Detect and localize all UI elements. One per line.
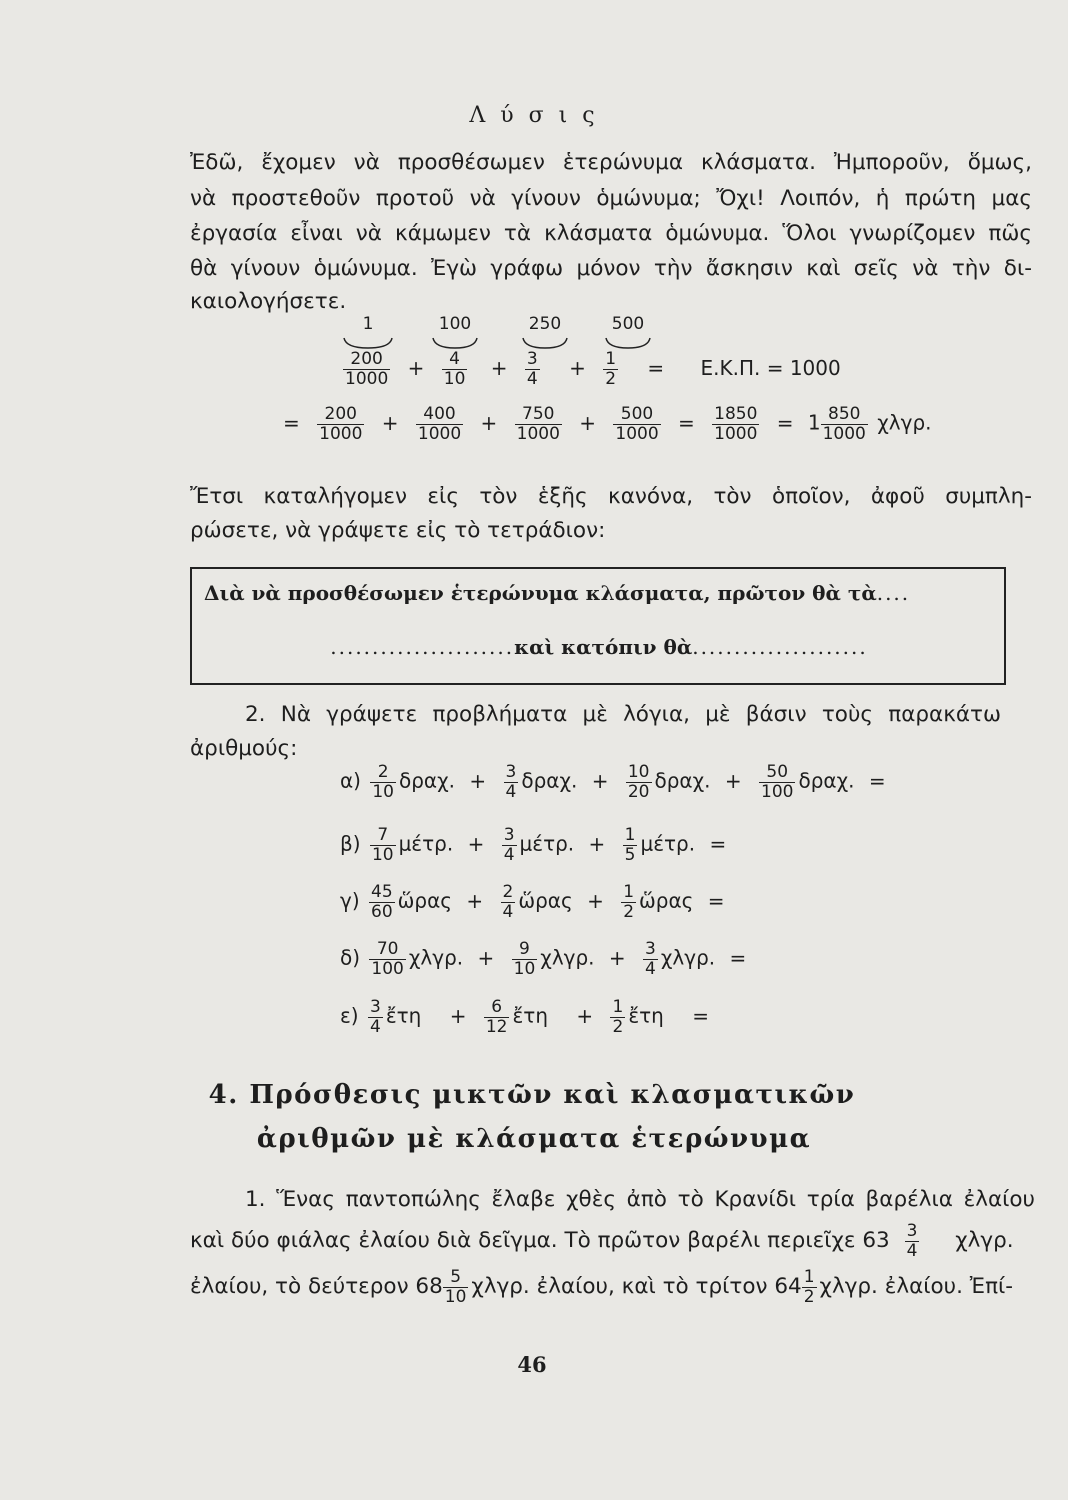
rule-dots-2a: ...................... [330, 635, 515, 659]
plus-sign: + [449, 1003, 467, 1028]
unit: ἔτη [628, 1003, 664, 1028]
mixed-fraction: $\frac{850}{1000}$ [822, 404, 866, 444]
ex1-line-3 [190, 1268, 1013, 1306]
plus-sign: + [587, 888, 604, 913]
fraction: $\frac{3}{4}$ [906, 1221, 918, 1261]
top-number-3: 250 [528, 314, 562, 334]
plus-sign: + [467, 831, 485, 856]
plus-sign: + [608, 945, 626, 970]
brace-2 [433, 338, 477, 348]
after-line-1: Ἔτσι καταλήγομεν εἰς τὸν ἑξῆς κανόνα, τὸν ὁποῖον, ἀφοῦ συμπλη- [190, 484, 1032, 509]
fraction: $\frac{500}{1000}$ [615, 404, 659, 444]
plus-sign: + [381, 410, 399, 435]
ex1-line-2-text: καὶ δύο φιάλας ἐλαίου διὰ δεῖγμα. Τὸ πρῶτον βαρέλι περιεῖχε 63 [190, 1228, 890, 1254]
page-number: 46 [517, 1352, 547, 1377]
equals-sign: = [729, 945, 747, 970]
unit: χλγρ. [408, 945, 464, 970]
fraction: $\frac{3}{4}$ [503, 825, 515, 865]
plus-sign: + [477, 945, 495, 970]
brace-3 [523, 338, 567, 348]
fraction: $\frac{1}{2}$ [605, 349, 617, 389]
intro-line-3: ἐργασία εἶναι νὰ κάμωμεν τὰ κλάσματα ὁμώνυμα. Ὅλοι γνωρίζομεν πῶς [190, 221, 1032, 246]
sum-fraction: $\frac{1850}{1000}$ [714, 404, 758, 444]
problem-a [340, 763, 894, 801]
rule-text-2: καὶ κατόπιν θὰ [514, 635, 693, 659]
problem-c [340, 883, 733, 921]
rule-dots-1: .... [876, 581, 911, 605]
fraction: $\frac{3}{4}$ [505, 762, 517, 802]
brace-1 [344, 338, 392, 348]
ex1-line-3-part-b: χλγρ. ἐλαίου, καὶ τὸ τρίτον 64 [471, 1274, 802, 1300]
ex1-line-3-part-a: ἐλαίου, τὸ δεύτερον 68 [190, 1274, 443, 1300]
fraction: $\frac{5}{10}$ [444, 1267, 467, 1307]
equals-sign: = [692, 1003, 709, 1028]
fraction: $\frac{3}{4}$ [526, 349, 538, 389]
equals-sign: = [707, 888, 725, 913]
equation-1 [340, 350, 841, 388]
unit: ἔτη [512, 1003, 548, 1028]
fraction: $\frac{1}{2}$ [803, 1267, 815, 1307]
fraction: $\frac{3}{4}$ [369, 997, 381, 1037]
exercise2-line-2: ἀριθμούς: [190, 736, 298, 761]
fraction: $\frac{70}{100}$ [371, 939, 404, 979]
brace-4 [606, 338, 650, 348]
problem-b [340, 826, 734, 864]
unit: ὥρας [639, 888, 694, 913]
plus-sign: + [576, 1003, 594, 1028]
problem-label: β) [340, 831, 361, 856]
plus-sign: + [480, 410, 498, 435]
fraction: $\frac{200}{1000}$ [345, 349, 389, 389]
rule-line-1 [204, 581, 994, 605]
top-number-4: 500 [611, 314, 645, 334]
unit: δραχ. [654, 768, 711, 793]
rule-line-2 [204, 635, 994, 659]
unit: δραχ. [399, 768, 456, 793]
unit: μέτρ. [640, 831, 696, 856]
equals-sign: = [283, 410, 300, 435]
unit: χλγρ. [540, 945, 595, 970]
plus-sign: + [724, 768, 742, 793]
plus-sign: + [588, 831, 606, 856]
ex1-line-1: 1. Ἕνας παντοπώλης ἔλαβε χθὲς ἀπὸ τὸ Κρανίδι τρία βαρέλια ἐλαίου [245, 1187, 1035, 1212]
section-title-line-1: 4. Πρόσθεσις μικτῶν καὶ κλασματικῶν [208, 1080, 856, 1110]
equals-sign: = [709, 831, 727, 856]
after-line-2: ρώσετε, νὰ γράψετε εἰς τὸ τετράδιον: [190, 518, 606, 543]
problem-label: δ) [340, 945, 361, 970]
fraction: $\frac{750}{1000}$ [516, 404, 560, 444]
top-number-2: 100 [438, 314, 472, 334]
fraction: $\frac{9}{10}$ [513, 939, 536, 979]
rule-box [190, 567, 1006, 685]
intro-line-5: καιολογήσετε. [190, 289, 347, 314]
equals-sign: = [647, 355, 665, 380]
result-unit: χλγρ. [877, 410, 932, 435]
plus-sign: + [490, 355, 508, 380]
problem-label: γ) [340, 888, 360, 913]
rule-dots-2b: ..................... [692, 635, 868, 659]
plus-sign: + [469, 768, 487, 793]
fraction: $\frac{4}{10}$ [443, 349, 466, 389]
equation-2 [283, 405, 932, 443]
ex1-line-2 [190, 1222, 1014, 1260]
unit: χλγρ. [660, 945, 716, 970]
rule-text-1: Διὰ νὰ προσθέσωμεν ἑτερώνυμα κλάσματα, πρῶτον θὰ τὰ [204, 581, 877, 605]
plus-sign: + [466, 888, 484, 913]
problem-label: ε) [340, 1003, 359, 1028]
lcm-label: Ε.Κ.Π. = 1000 [700, 355, 841, 380]
fraction: $\frac{400}{1000}$ [417, 404, 462, 444]
problem-d [340, 940, 754, 978]
plus-sign: + [579, 410, 597, 435]
plus-sign: + [569, 355, 586, 380]
fraction: $\frac{45}{60}$ [371, 882, 393, 922]
fraction: $\frac{6}{12}$ [485, 997, 508, 1037]
ex1-line-2-unit: χλγρ. [955, 1228, 1014, 1254]
fraction: $\frac{2}{10}$ [372, 762, 394, 802]
ex1-line-3-part-c: χλγρ. ἐλαίου. Ἐπί- [819, 1274, 1014, 1300]
fraction: $\frac{50}{100}$ [761, 762, 794, 802]
unit: δραχ. [521, 768, 578, 793]
section-title-line-2: ἀριθμῶν μὲ κλάσματα ἑτερώνυμα [256, 1124, 812, 1154]
unit: ὥρας [518, 888, 573, 913]
unit: δραχ. [798, 768, 855, 793]
fraction: $\frac{1}{5}$ [624, 825, 636, 865]
unit: μέτρ. [519, 831, 575, 856]
fraction: $\frac{1}{2}$ [612, 997, 624, 1037]
intro-line-1: Ἐδῶ, ἔχομεν νὰ προσθέσωμεν ἑτερώνυμα κλάσματα. Ἠμποροῦν, ὅμως, [190, 150, 1032, 175]
equals-sign: = [776, 410, 794, 435]
top-number-1: 1 [362, 314, 374, 334]
intro-line-4: θὰ γίνουν ὁμώνυμα. Ἐγὼ γράφω μόνον τὴν ἄσκησιν καὶ σεῖς νὰ τὴν δι- [190, 256, 1032, 281]
unit: ὥρας [397, 888, 453, 913]
unit: ἔτη [385, 1003, 422, 1028]
exercise2-line-1: 2. Νὰ γράψετε προβλήματα μὲ λόγια, μὲ βάσιν τοὺς παρακάτω [245, 702, 1001, 727]
plus-sign: + [407, 355, 425, 380]
equals-sign: = [678, 410, 695, 435]
problem-label: α) [340, 768, 361, 793]
fraction: $\frac{10}{20}$ [627, 762, 650, 802]
fraction: $\frac{3}{4}$ [645, 939, 656, 979]
fraction: $\frac{2}{4}$ [502, 882, 514, 922]
fraction: $\frac{200}{1000}$ [319, 404, 363, 444]
mixed-whole: 1 [807, 410, 821, 435]
problem-e [340, 998, 717, 1036]
solution-heading: Λ ύ σ ι ς [469, 103, 599, 128]
unit: μέτρ. [398, 831, 454, 856]
fraction: $\frac{1}{2}$ [623, 882, 635, 922]
intro-line-2: νὰ προστεθοῦν προτοῦ νὰ γίνουν ὁμώνυμα; Ὄχι! Λοιπόν, ἡ πρώτη μας [190, 186, 1032, 211]
plus-sign: + [591, 768, 609, 793]
fraction: $\frac{7}{10}$ [371, 825, 394, 865]
equals-sign: = [868, 768, 886, 793]
